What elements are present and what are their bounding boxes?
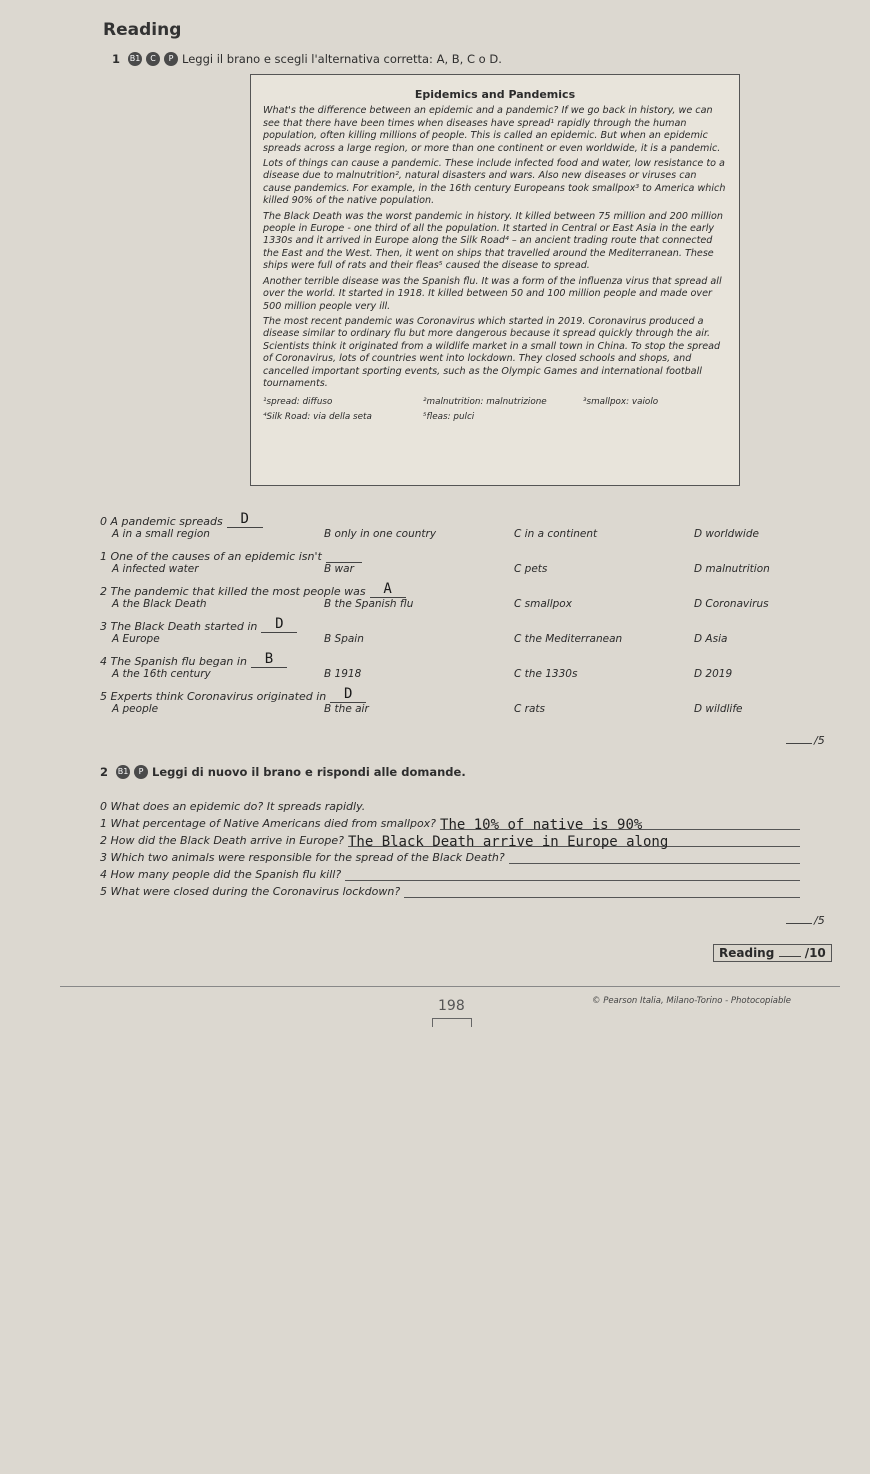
question-text: 4 How many people did the Spanish flu kill?: [100, 868, 342, 881]
skill-badge: P: [134, 765, 148, 779]
question: [100, 510, 790, 528]
multiple-choice-questions: [100, 510, 790, 720]
open-questions: [100, 796, 800, 898]
answer-blank[interactable]: D: [227, 511, 263, 528]
option[interactable]: A the 16th century: [112, 668, 211, 680]
glossary: [263, 396, 727, 423]
answer-line[interactable]: [440, 817, 800, 833]
reading-total-label: Reading: [719, 946, 775, 960]
reading-passage-box: [250, 74, 740, 486]
passage-paragraph: The most recent pandemic was Coronavirus which started in 2019. Coronavirus produced a disease similar to ordinary flu but more dangerous because it spread quickly through the air. Scientists think it originated from a wildlife market in a small town in China. To stop the spread of Coronavirus, lots of countries went into lockdown. They closed schools and shops, and cancelled important sporting events, such as the Olympic Games and international football tournaments.: [263, 315, 721, 389]
exercise-1-header: [112, 52, 502, 66]
option[interactable]: B only in one country: [324, 528, 437, 540]
exercise-2-number: 2: [100, 765, 109, 779]
score-2: /5: [814, 914, 825, 927]
answer-line[interactable]: [509, 851, 800, 864]
reading-total-score: [713, 944, 832, 962]
question: [100, 580, 790, 598]
footer-divider: [60, 986, 840, 987]
passage-paragraph: The Black Death was the worst pandemic in history. It killed between 75 million and 200 million people in Europe - one third of all the population. It started in Central or East Asia in the early 1330s and it arrived in Europe along the Silk Road⁴ – an ancient trading route that connected the East and the West. Then, it went on ships that travelled around the Mediterranean. These ships were full of rats and their fleas⁵ caused the disease to spread.: [263, 210, 723, 272]
answer-line[interactable]: [345, 868, 800, 881]
level-badge: B1: [116, 765, 130, 779]
page-title: Reading: [103, 20, 182, 40]
question-text: 3 Which two animals were responsible for the spread of the Black Death?: [100, 851, 505, 864]
score-box-2: [786, 914, 825, 927]
option[interactable]: A infected water: [112, 563, 199, 575]
passage-paragraph: What's the difference between an epidemic and a pandemic? If we go back in history, we can see that there have been times when diseases have spread¹ rapidly through the human population, often killing millions of people. This is called an epidemic. But when an epidemic spreads across a large region, or more than one continent or even worldwide, it is a pandemic.: [263, 105, 721, 154]
option[interactable]: A in a small region: [112, 528, 210, 540]
exercise-1-number: 1: [112, 52, 121, 66]
option[interactable]: A the Black Death: [112, 598, 207, 610]
question-text: 1 One of the causes of an epidemic isn't: [100, 550, 322, 563]
answer-blank[interactable]: D: [330, 686, 366, 703]
answer-blank[interactable]: D: [261, 616, 297, 633]
question-text: 0 What does an epidemic do? It spreads rapidly.: [100, 800, 366, 813]
options-row: [100, 563, 790, 580]
answer-blank[interactable]: B: [251, 651, 287, 668]
option[interactable]: C the Mediterranean: [514, 633, 623, 645]
exercise-2-header: [100, 765, 466, 779]
option[interactable]: B the Spanish flu: [324, 598, 414, 610]
option[interactable]: D worldwide: [694, 528, 759, 540]
option[interactable]: C rats: [514, 703, 546, 715]
answer-line[interactable]: [404, 885, 800, 898]
question-text: 4 The Spanish flu began in: [100, 655, 247, 668]
page-number: 198: [438, 998, 465, 1014]
open-question: [100, 864, 800, 881]
passage-title: Epidemics and Pandemics: [414, 88, 576, 101]
option[interactable]: B the air: [324, 703, 369, 715]
handwritten-answer: The Black Death arrive in Europe along: [347, 834, 669, 850]
question-text: 1 What percentage of Native Americans died from smallpox?: [100, 817, 437, 830]
option[interactable]: B war: [324, 563, 354, 575]
glossary-item: ³smallpox: vaiolo: [583, 397, 659, 408]
glossary-item: ⁵fleas: pulci: [423, 411, 475, 422]
page-marker: [432, 1018, 472, 1027]
question: [100, 615, 790, 633]
question-text: 2 The pandemic that killed the most people was: [100, 585, 366, 598]
option[interactable]: D Coronavirus: [694, 598, 769, 610]
question: [100, 685, 790, 703]
answer-blank[interactable]: A: [370, 581, 406, 598]
level-badge: B1: [128, 52, 142, 66]
glossary-item: ¹spread: diffuso: [263, 397, 333, 408]
open-question: [100, 881, 800, 898]
option[interactable]: D wildlife: [694, 703, 743, 715]
passage-paragraph: Another terrible disease was the Spanish flu. It was a form of the influenza virus that spread all over the world. It started in 1918. It killed between 50 and 100 million people and made over 500 million people very ill.: [263, 275, 722, 312]
passage-paragraph: Lots of things can cause a pandemic. These include infected food and water, low resistance to a disease due to malnutrition², natural disasters and wars. Also new diseases or viruses can cause pandemics. For example, in the 16th century Europeans took smallpox³ to America which killed 90% of the native population.: [263, 158, 726, 207]
options-row: [100, 598, 790, 615]
question-text: 2 How did the Black Death arrive in Europe?: [100, 834, 344, 847]
option[interactable]: D Asia: [694, 633, 728, 645]
options-row: [100, 668, 790, 685]
options-row: [100, 633, 790, 650]
option[interactable]: C smallpox: [514, 598, 572, 610]
options-row: [100, 703, 790, 720]
open-question: [100, 813, 800, 833]
reading-total-value: /10: [804, 946, 826, 960]
glossary-item: ²malnutrition: malnutrizione: [423, 397, 547, 408]
question: [100, 650, 790, 668]
option[interactable]: A people: [112, 703, 159, 715]
option[interactable]: B 1918: [324, 668, 362, 680]
question: [100, 545, 790, 563]
handwritten-answer: The 10% of native is 90%: [440, 817, 643, 833]
score-box-1: [786, 734, 825, 747]
exercise-1-instruction: Leggi il brano e scegli l'alternativa corretta: A, B, C o D.: [182, 52, 502, 66]
option[interactable]: A Europe: [112, 633, 160, 645]
question-text: 5 Experts think Coronavirus originated in: [100, 690, 327, 703]
option[interactable]: C in a continent: [514, 528, 598, 540]
skill-badge: C: [146, 52, 160, 66]
option[interactable]: D malnutrition: [694, 563, 770, 575]
exercise-2-instruction: Leggi di nuovo il brano e rispondi alle domande.: [152, 765, 466, 779]
question-text: 0 A pandemic spreads: [100, 515, 223, 528]
question-text: 5 What were closed during the Coronavirus lockdown?: [100, 885, 401, 898]
glossary-item: ⁴Silk Road: via della seta: [263, 411, 372, 422]
option[interactable]: D 2019: [694, 668, 733, 680]
options-row: [100, 528, 790, 545]
copyright-notice: © Pearson Italia, Milano-Torino - Photocopiable: [592, 996, 791, 1006]
option[interactable]: C pets: [514, 563, 548, 575]
option[interactable]: B Spain: [324, 633, 364, 645]
open-question: [100, 796, 800, 813]
option[interactable]: C the 1330s: [514, 668, 578, 680]
question-text: 3 The Black Death started in: [100, 620, 258, 633]
answer-line[interactable]: [347, 834, 800, 850]
score-1: /5: [814, 734, 825, 747]
skill-badge: P: [164, 52, 178, 66]
